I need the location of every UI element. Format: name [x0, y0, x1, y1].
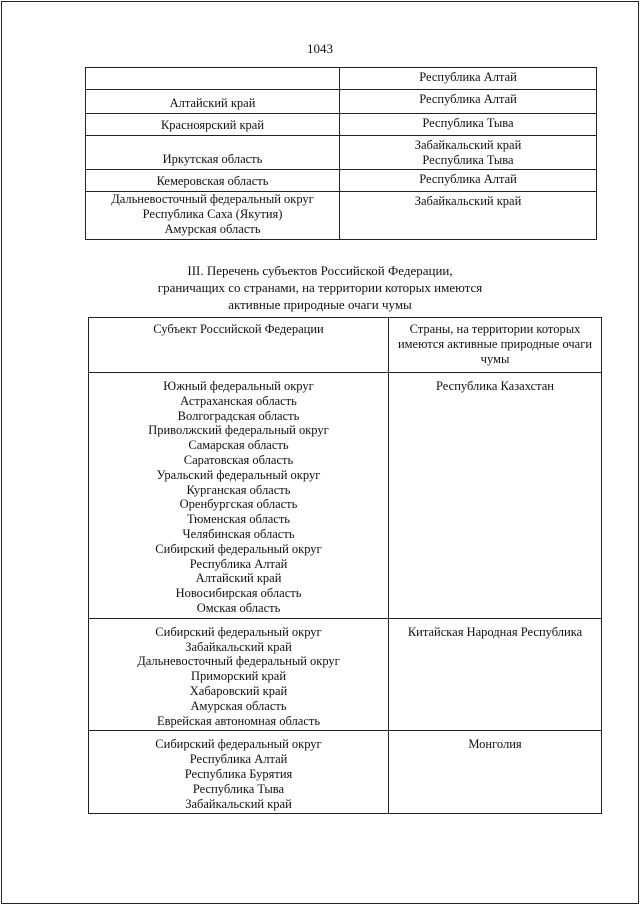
table-plague-foci — [88, 317, 602, 814]
subject-line: Амурская область — [190, 698, 287, 713]
country-cell — [340, 170, 597, 192]
subject-cell — [86, 170, 340, 192]
subject-cell — [86, 136, 340, 170]
subject-line: Саратовская область — [183, 452, 294, 467]
country-line: Забайкальский край — [414, 194, 522, 208]
subject-line: Республика Алтай — [189, 556, 288, 571]
country-line: Республика Алтай — [419, 92, 517, 106]
subject-line: Дальневосточный федеральный округ — [111, 192, 314, 206]
subject-line: Республика Алтай — [189, 752, 288, 767]
country-line: Республика Тыва — [422, 153, 514, 167]
subject-line: Сибирский федеральный округ — [155, 624, 322, 639]
table-row — [89, 731, 602, 814]
subject-line: Хабаровский край — [189, 683, 288, 698]
subject-line: Красноярский край — [160, 118, 265, 132]
country-cell — [340, 68, 597, 90]
country-line: Забайкальский край — [414, 138, 522, 152]
table-row — [86, 170, 597, 192]
table-row — [89, 618, 602, 731]
country-line: Республика Алтай — [419, 172, 517, 186]
subject-cell — [89, 731, 389, 814]
country-cell — [340, 136, 597, 170]
table-row — [86, 136, 597, 170]
table-header-row — [89, 318, 602, 373]
country-cell: Монголия — [389, 731, 602, 814]
subject-line: Еврейская автономная область — [156, 713, 321, 728]
country-cell — [340, 90, 597, 114]
country-line: Республика Тыва — [422, 116, 514, 130]
subject-line: Тюменская область — [187, 512, 290, 527]
subject-line: Уральский федеральный округ — [156, 467, 321, 482]
subject-line: Республика Тыва — [192, 781, 285, 796]
subject-line: Волгоградская область — [177, 408, 300, 423]
subject-line: Алтайский край — [169, 96, 256, 110]
table-row — [86, 192, 597, 240]
subject-cell — [86, 192, 340, 240]
heading-line: III. Перечень субъектов Российской Федерации, — [187, 263, 453, 278]
country-cell — [340, 192, 597, 240]
subject-line: Алтайский край — [195, 571, 282, 586]
table-row — [86, 90, 597, 114]
subject-line: Сибирский федеральный округ — [155, 541, 322, 556]
page-number: 1043 — [307, 41, 333, 56]
subject-line: Забайкальский край — [185, 639, 292, 654]
table-row — [86, 68, 597, 90]
heading-line: активные природные очаги чумы — [228, 297, 412, 312]
subject-cell — [89, 618, 389, 731]
subject-line: Южный федеральный округ — [163, 379, 314, 393]
subject-line: Омская область — [196, 600, 281, 615]
country-cell — [340, 114, 597, 136]
header-subject: Субъект Российской Федерации — [89, 318, 389, 373]
subject-line: Новосибирская область — [175, 586, 302, 601]
subject-line: Республика Бурятия — [184, 766, 293, 781]
subject-cell — [86, 114, 340, 136]
subject-line: Забайкальский край — [185, 796, 292, 811]
subject-line: Республика Саха (Якутия) — [142, 207, 283, 221]
table-border-subjects — [85, 67, 597, 240]
subject-line: Приволжский федеральный округ — [148, 423, 329, 438]
country-cell: Республика Казахстан — [389, 373, 602, 619]
table-row — [89, 373, 602, 619]
header-countries: Страны, на территории которых имеются активные природные очаги чумы — [389, 318, 602, 373]
subject-line: Кемеровская область — [156, 174, 269, 188]
subject-cell — [86, 90, 340, 114]
heading-line: граничащих со странами, на территории которых имеются — [157, 280, 483, 295]
subject-line: Курганская область — [186, 482, 291, 497]
section-heading — [100, 262, 540, 313]
subject-line: Дальневосточный федеральный округ — [137, 654, 340, 669]
subject-line: Амурская область — [164, 222, 261, 236]
subject-line: Приморский край — [190, 669, 287, 684]
subject-line: Челябинская область — [182, 526, 295, 541]
subject-line: Оренбургская область — [179, 497, 298, 512]
subject-line: Иркутская область — [162, 152, 263, 166]
subject-line: Самарская область — [188, 438, 289, 453]
subject-cell — [86, 68, 340, 90]
subject-line: Астраханская область — [180, 393, 297, 408]
subject-cell — [89, 373, 389, 619]
table-row — [86, 114, 597, 136]
country-cell: Китайская Народная Республика — [389, 618, 602, 731]
country-line: Республика Алтай — [419, 70, 517, 84]
subject-line: Сибирский федеральный округ — [155, 737, 322, 752]
